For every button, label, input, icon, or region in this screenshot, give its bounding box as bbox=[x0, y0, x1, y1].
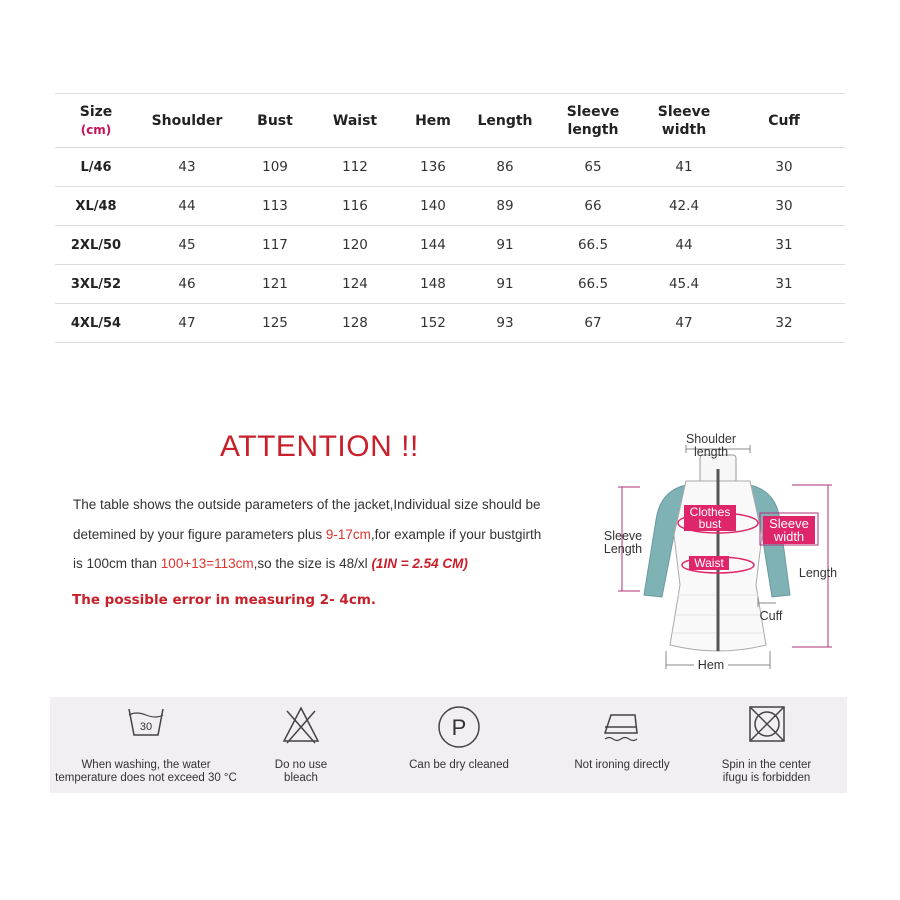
label-length: Length bbox=[798, 566, 838, 580]
table-cell: 117 bbox=[262, 237, 288, 253]
table-cell: 42.4 bbox=[668, 198, 700, 214]
header-hem: Hem bbox=[415, 112, 451, 129]
table-cell: 65 bbox=[584, 159, 602, 175]
table-cell: 124 bbox=[342, 276, 368, 292]
header-shoulder: Shoulder bbox=[151, 112, 223, 129]
no-bleach-icon bbox=[281, 705, 321, 745]
table-cell: 3XL/52 bbox=[70, 276, 122, 292]
care-spin: Spin in the center ifugu is forbidden bbox=[686, 697, 847, 793]
table-row bbox=[55, 148, 845, 187]
label-clothes-bust: Clothes bust bbox=[684, 505, 736, 531]
table-cell: 2XL/50 bbox=[70, 237, 122, 253]
table-cell: 44 bbox=[178, 198, 196, 214]
table-cell: 46 bbox=[178, 276, 196, 292]
no-iron-icon bbox=[601, 705, 643, 745]
wash-temp: 30 bbox=[139, 721, 153, 733]
dry-clean-letter: P bbox=[451, 715, 467, 740]
table-cell: 47 bbox=[675, 315, 693, 331]
size-table bbox=[55, 93, 845, 343]
table-cell: 67 bbox=[584, 315, 602, 331]
header-bust: Bust bbox=[257, 112, 293, 129]
table-row bbox=[55, 265, 845, 304]
table-cell: 30 bbox=[775, 159, 793, 175]
header-size: Size (cm) bbox=[79, 103, 113, 137]
table-cell: 4XL/54 bbox=[70, 315, 122, 331]
care-bleach: Do no use bleach bbox=[242, 697, 360, 793]
care-dry-clean: P Can be dry cleaned bbox=[360, 697, 558, 793]
table-cell: 91 bbox=[496, 237, 514, 253]
desc-line-1: The table shows the outside parameters of the jacket,Individual size should be bbox=[73, 497, 541, 512]
label-waist: Waist bbox=[689, 556, 729, 570]
header-sleeve-width: Sleeve width bbox=[657, 103, 711, 138]
table-row bbox=[55, 187, 845, 226]
table-cell: 44 bbox=[675, 237, 693, 253]
header-cuff: Cuff bbox=[768, 112, 800, 129]
table-cell: 128 bbox=[342, 315, 368, 331]
table-row bbox=[55, 304, 845, 343]
measuring-error-note: The possible error in measuring 2- 4cm. bbox=[72, 592, 377, 608]
attention-description bbox=[73, 490, 593, 579]
table-header-row bbox=[55, 94, 845, 148]
table-cell: 45 bbox=[178, 237, 196, 253]
care-iron: Not ironing directly bbox=[558, 697, 686, 793]
table-cell: 89 bbox=[496, 198, 514, 214]
table-cell: 93 bbox=[496, 315, 514, 331]
table-cell: 31 bbox=[775, 237, 793, 253]
table-cell: 32 bbox=[775, 315, 793, 331]
table-cell: 121 bbox=[262, 276, 288, 292]
wash-tub-icon bbox=[126, 705, 166, 741]
table-cell: XL/48 bbox=[75, 198, 117, 214]
care-instructions bbox=[50, 697, 847, 793]
table-cell: 148 bbox=[420, 276, 446, 292]
table-cell: 66 bbox=[584, 198, 602, 214]
table-cell: 109 bbox=[262, 159, 288, 175]
table-cell: 136 bbox=[420, 159, 446, 175]
table-cell: 66.5 bbox=[577, 237, 609, 253]
table-cell: 152 bbox=[420, 315, 446, 331]
label-cuff: Cuff bbox=[759, 609, 783, 623]
table-cell: 113 bbox=[262, 198, 288, 214]
table-cell: 30 bbox=[775, 198, 793, 214]
label-sleeve-width: Sleeve width bbox=[763, 516, 815, 544]
table-cell: 31 bbox=[775, 276, 793, 292]
table-cell: 41 bbox=[675, 159, 693, 175]
table-cell: 140 bbox=[420, 198, 446, 214]
table-cell: 120 bbox=[342, 237, 368, 253]
table-cell: 47 bbox=[178, 315, 196, 331]
table-cell: 86 bbox=[496, 159, 514, 175]
table-cell: 125 bbox=[262, 315, 288, 331]
table-cell: 144 bbox=[420, 237, 446, 253]
header-waist: Waist bbox=[332, 112, 378, 129]
table-cell: 112 bbox=[342, 159, 368, 175]
header-length: Length bbox=[477, 112, 533, 129]
table-cell: 116 bbox=[342, 198, 368, 214]
table-cell: 91 bbox=[496, 276, 514, 292]
label-shoulder-length: Shoulder length bbox=[685, 432, 737, 459]
desc-line-2: detemined by your figure parameters plus 9-17cm,for example if your bustgirth bbox=[73, 526, 542, 542]
care-wash: 30 When washing, the water temperature does not exceed 30 °C bbox=[50, 697, 242, 793]
header-sleeve-length: Sleeve length bbox=[566, 103, 620, 138]
table-cell: 45.4 bbox=[668, 276, 700, 292]
table-row bbox=[55, 226, 845, 265]
no-tumble-dry-icon bbox=[748, 705, 786, 743]
label-hem: Hem bbox=[694, 659, 728, 672]
attention-title: ATTENTION !! bbox=[220, 430, 419, 463]
table-cell: 66.5 bbox=[577, 276, 609, 292]
label-sleeve-length: Sleeve Length bbox=[603, 529, 643, 556]
table-cell: 43 bbox=[178, 159, 196, 175]
table-cell: L/46 bbox=[80, 159, 112, 175]
desc-line-3: is 100cm than 100+13=113cm,so the size is 48/xl (1IN = 2.54 CM) bbox=[73, 556, 468, 571]
dry-clean-icon bbox=[437, 705, 481, 749]
